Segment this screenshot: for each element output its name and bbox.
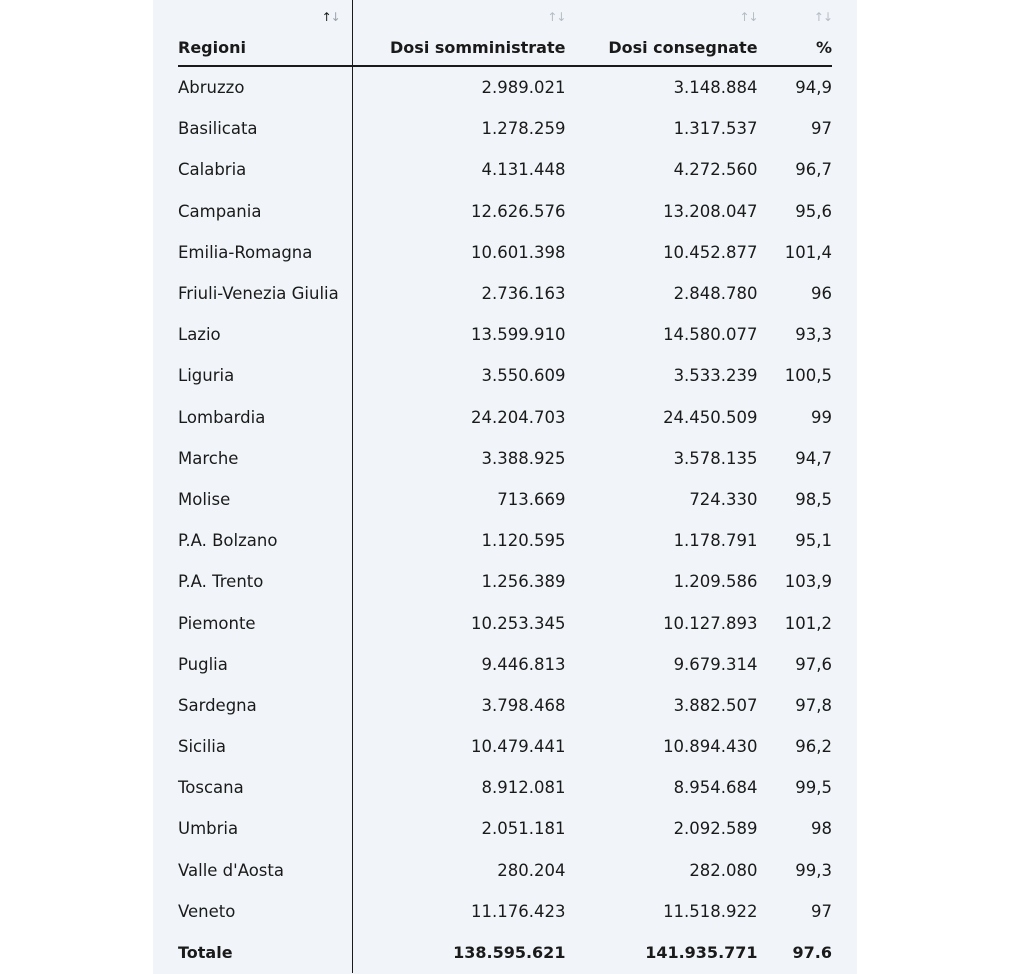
cell-delivered: 282.080 [689,860,758,880]
cell-delivered: 3.148.884 [673,78,758,98]
column-header-dosi-somministrate[interactable] [352,0,565,66]
doses-table [178,0,832,973]
table-row [178,108,832,149]
cell-percent: 99 [811,407,832,427]
cell-delivered: 1.209.586 [673,572,758,592]
table-row [178,438,832,479]
table-row [178,273,832,314]
cell-delivered: 10.127.893 [663,613,758,633]
cell-administered: 11.176.423 [470,901,566,921]
column-header-regioni[interactable] [178,0,352,66]
cell-administered: 24.204.703 [470,407,566,427]
cell-percent: 98 [811,819,832,839]
cell-delivered: 1.317.537 [673,119,758,139]
cell-delivered: 2.848.780 [673,284,758,304]
column-header-percent[interactable] [758,0,832,66]
column-header-dosi-consegnate[interactable] [565,0,757,66]
cell-percent: 99,3 [795,860,832,880]
cell-percent: 94,7 [795,448,832,468]
cell-administered: 2.736.163 [481,284,566,304]
cell-percent: 97.6 [792,943,832,963]
table-row [178,602,832,643]
cell-percent: 94,9 [795,78,832,98]
cell-administered: 10.601.398 [470,242,566,262]
cell-percent: 97,8 [795,695,832,715]
table-row [178,561,832,602]
cell-administered: 138.595.621 [453,943,566,963]
cell-region: Emilia-Romagna [178,232,352,273]
cell-region: Sardegna [178,685,352,726]
cell-delivered: 3.578.135 [673,448,758,468]
cell-percent: 99,5 [795,778,832,798]
table-row [178,397,832,438]
table-header-row [178,0,832,66]
cell-administered: 1.278.259 [481,119,566,139]
cell-region: Veneto [178,891,352,932]
table-row [178,685,832,726]
table-row [178,891,832,932]
cell-percent: 100,5 [784,366,832,386]
cell-administered: 10.253.345 [470,613,566,633]
table-row [178,191,832,232]
vaccine-doses-panel [153,0,857,974]
cell-percent: 103,9 [784,572,832,592]
cell-delivered: 141.935.771 [645,943,758,963]
cell-percent: 97 [811,901,832,921]
cell-delivered: 1.178.791 [673,531,758,551]
cell-administered: 2.051.181 [481,819,566,839]
cell-percent: 97,6 [795,654,832,674]
cell-region: Lazio [178,314,352,355]
cell-percent: 101,4 [784,242,832,262]
cell-administered: 1.120.595 [481,531,566,551]
sort-icon[interactable]: ↑↓ [547,10,566,24]
cell-percent: 95,1 [795,531,832,551]
sort-icon[interactable]: ↑↓ [739,10,758,24]
table-row [178,355,832,396]
cell-administered: 3.798.468 [481,695,566,715]
cell-delivered: 3.533.239 [673,366,758,386]
cell-delivered: 11.518.922 [663,901,758,921]
cell-delivered: 10.452.877 [663,242,758,262]
cell-region: Molise [178,479,352,520]
cell-delivered: 9.679.314 [673,654,758,674]
cell-administered: 713.669 [497,489,566,509]
cell-delivered: 4.272.560 [673,160,758,180]
cell-percent: 96,7 [795,160,832,180]
cell-region: P.A. Trento [178,561,352,602]
cell-percent: 97 [811,119,832,139]
cell-delivered: 14.580.077 [663,325,758,345]
table-row [178,232,832,273]
table-row [178,808,832,849]
cell-delivered: 8.954.684 [673,778,758,798]
cell-region: Sicilia [178,726,352,767]
cell-region: Campania [178,191,352,232]
column-header-label: % [815,38,832,57]
cell-delivered: 3.882.507 [673,695,758,715]
table-total-row [178,932,832,973]
cell-administered: 1.256.389 [481,572,566,592]
column-header-label: Dosi consegnate [608,38,758,57]
cell-administered: 4.131.448 [481,160,566,180]
cell-delivered: 2.092.589 [673,819,758,839]
cell-region: Liguria [178,355,352,396]
cell-region: Toscana [178,767,352,808]
table-row [178,66,832,108]
cell-region: Friuli-Venezia Giulia [178,273,352,314]
column-header-label: Dosi somministrate [390,38,566,57]
table-row [178,767,832,808]
cell-delivered: 10.894.430 [663,737,758,757]
cell-percent: 95,6 [795,201,832,221]
table-row [178,520,832,561]
cell-region: Totale [178,932,352,973]
table-body [178,66,832,973]
cell-region: Marche [178,438,352,479]
cell-administered: 10.479.441 [470,737,566,757]
cell-region: Abruzzo [178,66,352,108]
cell-percent: 96,2 [795,737,832,757]
cell-region: Calabria [178,149,352,190]
cell-administered: 8.912.081 [481,778,566,798]
cell-region: Basilicata [178,108,352,149]
column-header-label: Regioni [178,38,246,57]
cell-delivered: 13.208.047 [663,201,758,221]
sort-icon[interactable]: ↑↓ [321,10,340,24]
cell-region: P.A. Bolzano [178,520,352,561]
table-row [178,149,832,190]
cell-administered: 280.204 [497,860,566,880]
sort-icon[interactable]: ↑↓ [813,10,832,24]
cell-percent: 96 [811,284,832,304]
cell-region: Umbria [178,808,352,849]
cell-administered: 13.599.910 [470,325,566,345]
cell-percent: 93,3 [795,325,832,345]
cell-administered: 3.550.609 [481,366,566,386]
table-row [178,314,832,355]
cell-percent: 98,5 [795,489,832,509]
table-row [178,726,832,767]
cell-delivered: 24.450.509 [663,407,758,427]
table-row [178,644,832,685]
cell-administered: 9.446.813 [481,654,566,674]
cell-region: Lombardia [178,397,352,438]
cell-percent: 101,2 [784,613,832,633]
table-row [178,479,832,520]
cell-region: Valle d'Aosta [178,850,352,891]
cell-administered: 3.388.925 [481,448,566,468]
cell-administered: 12.626.576 [470,201,566,221]
cell-region: Puglia [178,644,352,685]
cell-delivered: 724.330 [689,489,758,509]
cell-region: Piemonte [178,602,352,643]
cell-administered: 2.989.021 [481,78,566,98]
table-row [178,850,832,891]
